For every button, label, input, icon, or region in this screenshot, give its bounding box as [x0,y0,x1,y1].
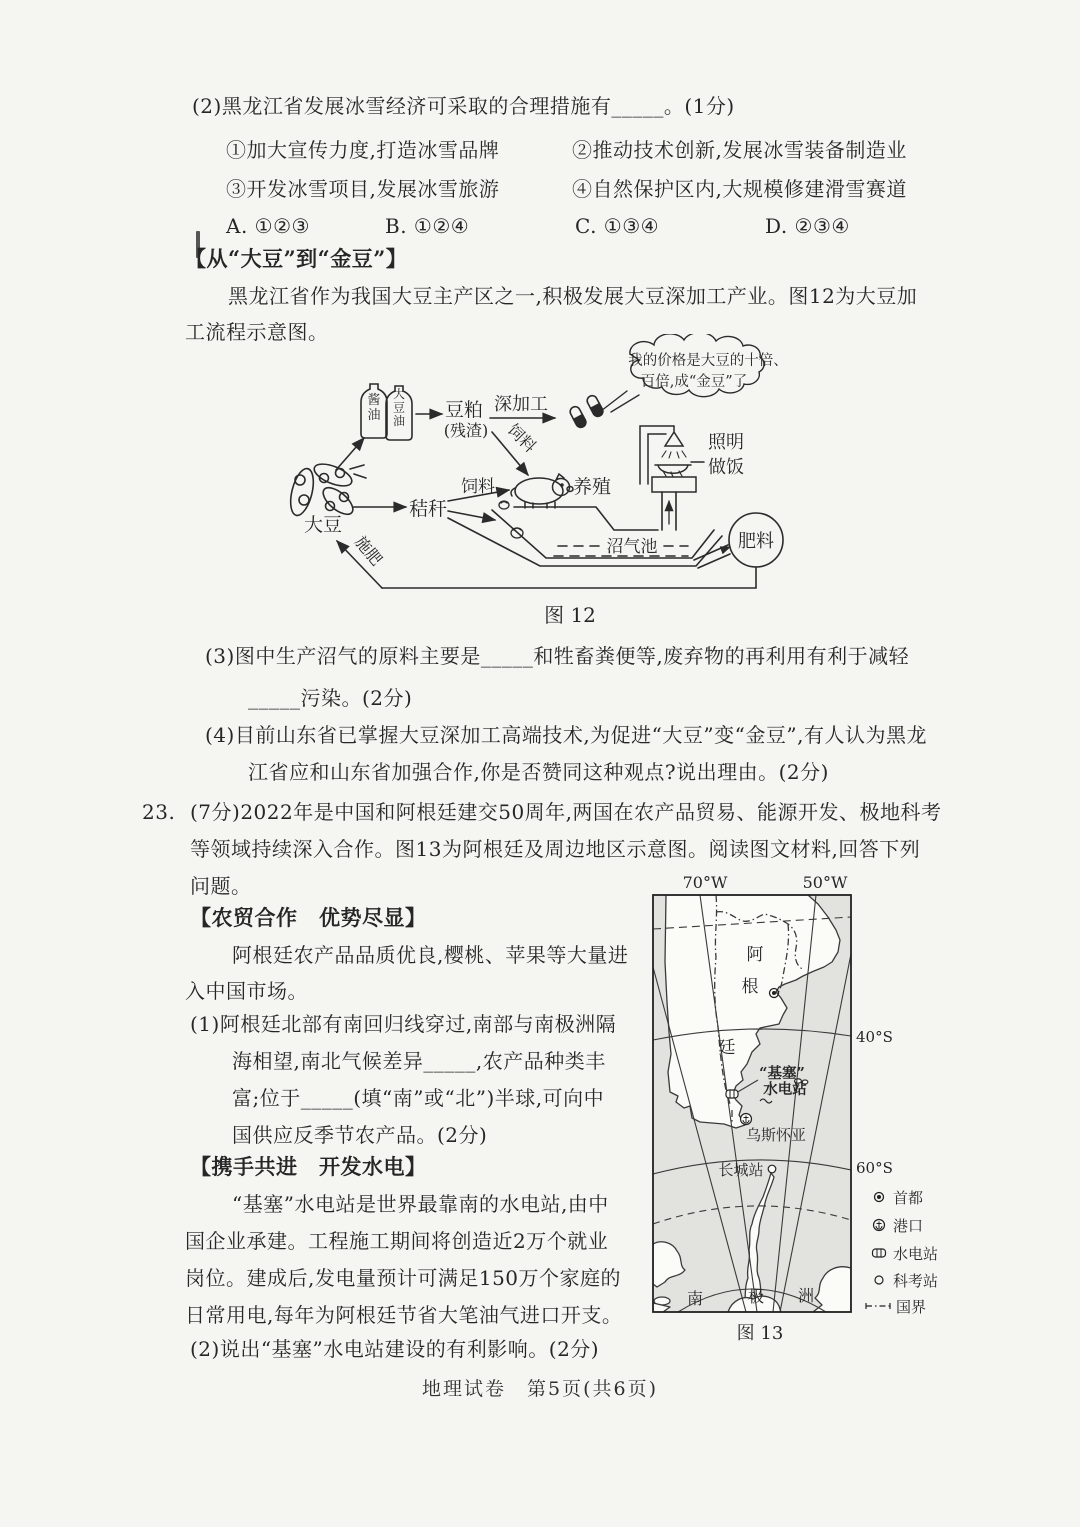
label-fertilizer: 肥料 [738,531,774,552]
q22-option-4: ④自然保护区内,大规模修建滑雪赛道 [572,177,907,201]
q22-part2-stem: (2)黑龙江省发展冰雪经济可采取的合理措施有_____。(1分) [192,94,735,118]
q23-part1-line2: 海相望,南北气候差异_____,农产品种类丰 [232,1049,606,1073]
q23-part2-stem: (2)说出“基塞”水电站建设的有利影响。(2分) [190,1337,600,1361]
biogas-tank [448,507,722,566]
q22-choice-c: C. ①③④ [575,214,660,238]
label-breeding: 养殖 [572,476,612,498]
legend-port-label: 港口 [893,1217,924,1235]
dam-label-line2: 水电站 [763,1081,807,1098]
label-biogas: 沼气池 [606,537,658,557]
q23-section2-header: 【携手共进 开发水电】 [190,1154,427,1179]
soybean-pods-drawing [286,460,366,519]
label-deep-processing: 深加工 [494,394,548,415]
antarctica-char-2: 极 [747,1287,765,1306]
capital-icon [875,1193,884,1202]
q23-para1-line1: 阿根廷农产品品质优良,樱桃、苹果等大量进 [232,943,629,967]
port-symbol [741,1114,752,1125]
dam-label-line1: “基塞” [759,1065,805,1082]
country-char-1: 阿 [746,945,764,965]
label-sauce-bottle: 酱油 [367,393,381,423]
q23-part1-line1: (1)阿根廷北部有南回归线穿过,南部与南极洲隔 [190,1012,617,1036]
capsule-pills [568,394,604,429]
label-apply-fertilizer: 施肥 [350,532,387,570]
legend-research-label: 科考站 [893,1272,939,1290]
q23-stem-line1: (7分)2022年是中国和阿根廷建交50周年,两国在农产品贸易、能源开发、极地科考 [190,800,942,824]
q23-section1-header: 【农贸合作 优势尽显】 [190,905,427,930]
legend-border-label: 国界 [896,1298,927,1316]
lat-60s-label: 60°S [856,1159,893,1177]
label-biogas-group [604,537,660,557]
page-footer: 地理试卷 第5页(共6页) [421,1378,658,1400]
q23-stem-line2: 等领域持续深入合作。图13为阿根廷及周边地区示意图。阅读图文材料,回答下列 [190,837,921,861]
figure-12-caption: 图 12 [544,603,596,627]
country-char-2: 根 [741,977,759,997]
soy-section-header: 【从“大豆”到“金豆”】 [185,246,408,271]
q23-number: 23. [142,800,176,824]
label-oil-bottle: 大豆油 [392,387,406,428]
label-straw: 秸秆 [408,498,448,520]
label-lighting: 照明 [708,432,744,453]
label-residue: (残渣) [443,421,489,440]
research-station-symbol [768,1165,776,1173]
figure-13-caption: 图 13 [736,1323,784,1344]
soy-intro-line2: 工流程示意图。 [185,320,329,344]
q22-part4-line2: 江省应和山东省加强合作,你是否赞同这种观点?说出理由。(2分) [248,760,829,784]
research-station-icon [875,1276,883,1284]
bubble-text-line1: 我的价格是大豆的十倍、 [628,353,788,369]
soy-intro-line1: 黑龙江省作为我国大豆主产区之一,积极发展大豆深加工产业。图12为大豆加 [228,284,918,308]
q23-part1-line4: 国供应反季节农产品。(2分) [232,1123,488,1147]
antarctica-char-3: 洲 [797,1286,815,1305]
q23-para2-line3: 岗位。建成后,发电量预计可满足150万个家庭的 [185,1266,622,1290]
antarctica-char-1: 南 [686,1289,704,1308]
q23-part1-line3: 富;位于_____(填“南”或“北”)半球,可向中 [232,1086,605,1110]
hydropower-icon [873,1249,886,1257]
port-icon [874,1220,885,1231]
label-feed-lower: 饲料 [461,477,495,497]
lon-70w-label: 70°W [682,873,728,892]
q22-part3-line2: _____污染。(2分) [248,686,413,710]
figure-12-soybean-flow-diagram [278,334,898,634]
ushuaia-label: 乌斯怀亚 [745,1126,807,1144]
figure-13-argentina-map [648,872,940,1352]
q23-para2-line4: 日常用电,每年为阿根廷节省大笔油气进口开支。 [185,1303,623,1327]
legend-hydropower-label: 水电站 [893,1245,939,1263]
great-wall-station-label: 长城站 [718,1161,764,1179]
q23-para2-line1: “基塞”水电站是世界最靠南的水电站,由中 [232,1192,609,1216]
biogas-pipe [662,492,676,530]
pig-drawing [511,474,573,508]
label-soybean: 大豆 [303,514,343,536]
map-legend [866,1189,938,1316]
q23-para1-line2: 入中国市场。 [185,979,308,1003]
q23-para2-line2: 国企业承建。工程施工期间将创造近2万个就业 [185,1229,609,1253]
speech-cloud [601,334,764,412]
legend-capital-label: 首都 [893,1189,924,1207]
q22-option-3: ③开发冰雪项目,发展冰雪旅游 [226,177,500,201]
q22-part4-line1: (4)目前山东省已掌握大豆深加工高端技术,为促进“大豆”变“金豆”,有人认为黑龙 [205,723,927,747]
q22-choice-b: B. ①②④ [385,214,470,238]
q22-option-2: ②推动技术创新,发展冰雪装备制造业 [572,138,907,162]
label-feed-upper: 饲料 [503,420,540,457]
border-icon [866,1303,890,1309]
q22-choice-d: D. ②③④ [765,214,850,238]
bubble-text-line2: 百倍,成“金豆”了 [640,374,748,390]
q23-stem-line3: 问题。 [190,874,252,898]
q22-choice-a: A. ①②③ [226,214,310,238]
label-meal: 豆粕 [444,399,484,421]
q22-part3-line1: (3)图中生产沼气的原料主要是_____和牲畜粪便等,废弃物的再利用有利于减轻 [205,644,910,668]
label-cooking: 做饭 [708,457,744,478]
stove-and-lamp [640,426,704,492]
fertilizer-circle [337,513,783,588]
lat-40s-label: 40°S [856,1028,893,1046]
lon-50w-label: 50°W [802,873,848,892]
q22-option-1: ①加大宣传力度,打造冰雪品牌 [226,138,500,162]
dam-symbol [726,1090,738,1098]
country-char-3: 廷 [718,1038,736,1058]
